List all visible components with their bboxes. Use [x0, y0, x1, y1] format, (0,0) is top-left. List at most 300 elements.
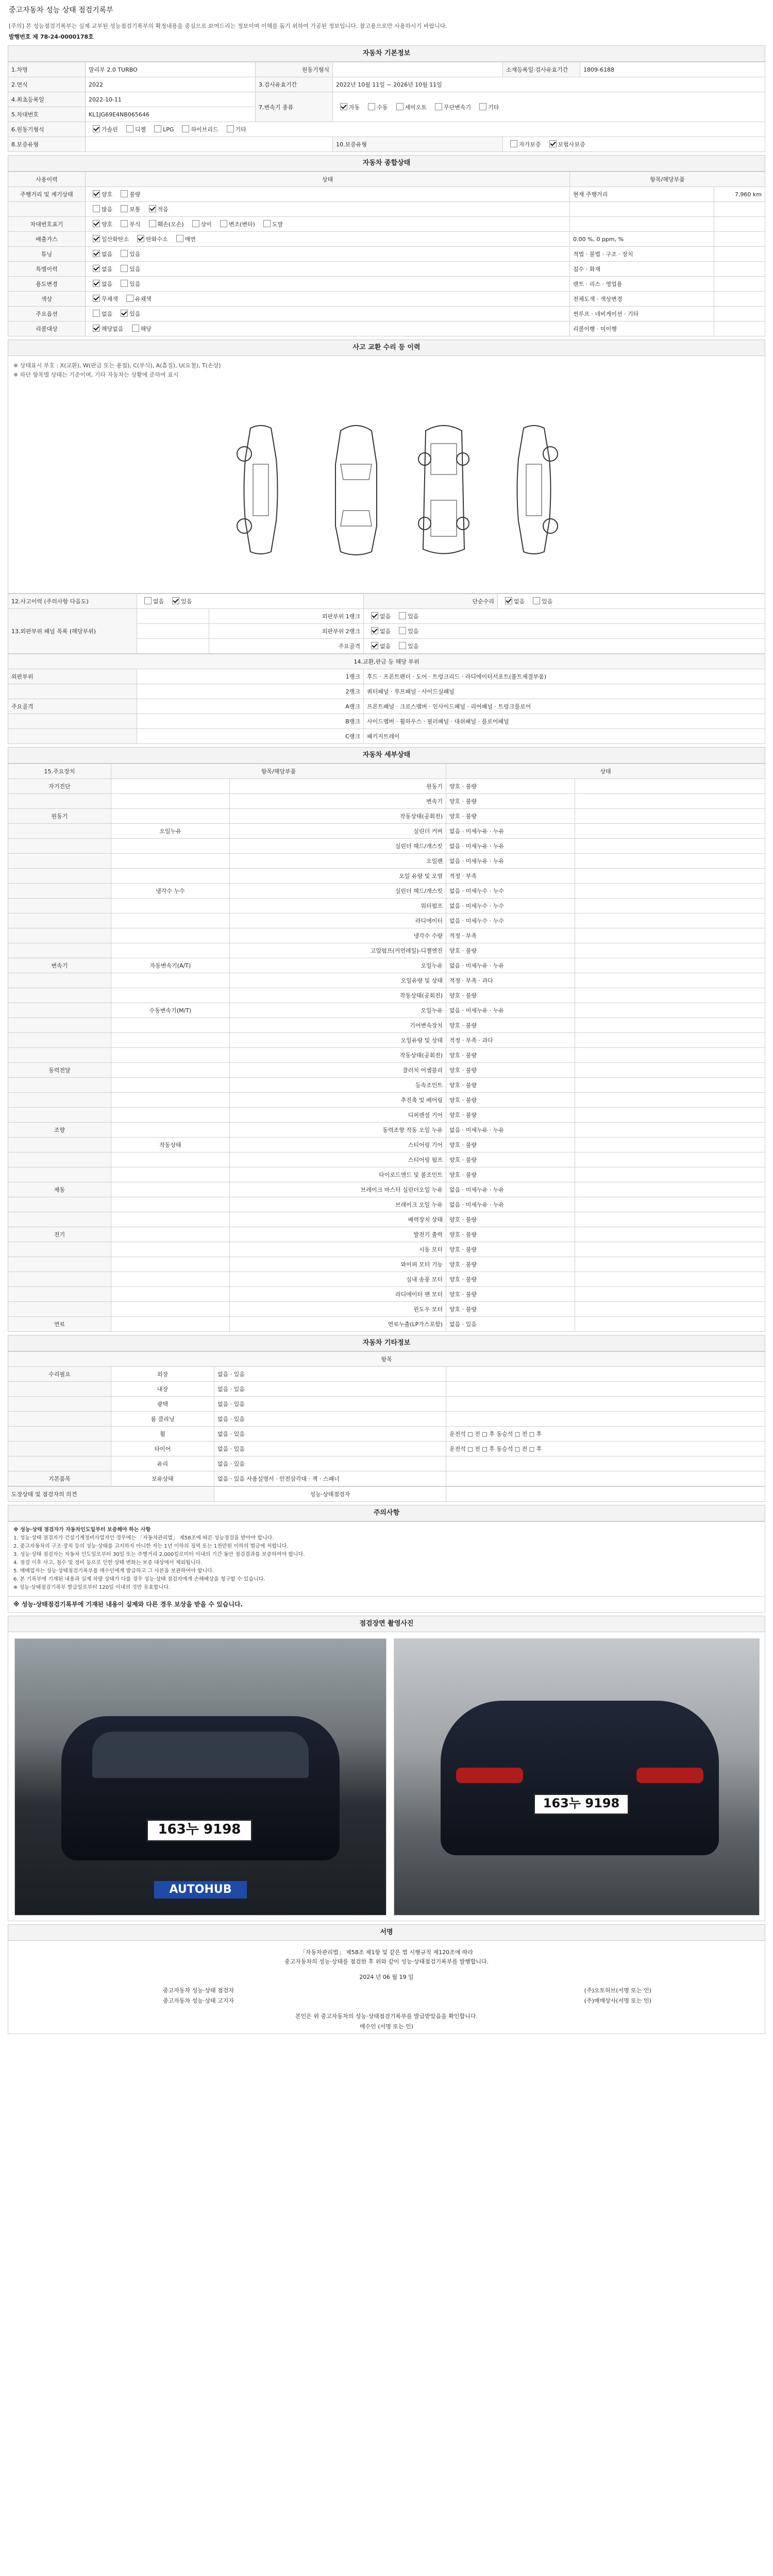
detail-extra [575, 899, 765, 913]
detail-state: 양호 · 불량 [446, 1302, 575, 1317]
detail-row [8, 1048, 765, 1063]
car-right-side-diagram [503, 423, 565, 557]
overall-row [8, 247, 765, 262]
transmission-option [364, 103, 388, 111]
fuel-option-label: 가솔린 [102, 126, 118, 133]
detail-subgroup [111, 1212, 230, 1227]
other-item: 룸 클리닝 [111, 1412, 214, 1427]
overall-state-checkbox[interactable] [93, 295, 100, 302]
detail-group [8, 1138, 111, 1153]
detail-item: 와이퍼 모터 기능 [230, 1257, 446, 1272]
other-row [8, 1367, 765, 1382]
detail-subgroup: 수동변속기(M/T) [111, 1003, 230, 1018]
detail-row [8, 1078, 765, 1093]
detail-row [8, 1317, 765, 1332]
overall-state-option-label: 양호 [102, 221, 113, 228]
fuel-checkbox[interactable] [154, 125, 161, 132]
detail-state: 양호 · 불량 [446, 1063, 575, 1078]
overall-state-checkbox[interactable] [137, 235, 144, 242]
overall-state-option [128, 325, 152, 333]
detail-state: 없음 · 미세누유 · 누유 [446, 854, 575, 869]
overall-value [714, 292, 765, 307]
overall-value [714, 307, 765, 321]
overall-state-option [259, 220, 283, 228]
detail-extra [575, 958, 765, 973]
transmission-checkbox[interactable] [396, 103, 404, 110]
document-page [8, 0, 765, 2034]
overall-state-checkbox[interactable] [93, 280, 100, 287]
overall-state-option [216, 220, 255, 228]
detail-subgroup [111, 1108, 230, 1123]
sign-area [8, 1941, 765, 2034]
detail-extra [575, 1078, 765, 1093]
detail-subgroup [111, 1182, 230, 1197]
rank-checkbox[interactable] [399, 612, 406, 619]
front-license-plate: 163누 9198 [146, 1819, 253, 1842]
notifier-name: (주)매매상사(서명 또는 인) [584, 1997, 651, 2004]
detail-item: 변속기 [230, 794, 446, 809]
frame-parts-table [8, 654, 765, 744]
accident-option-label: 없음 [153, 598, 164, 605]
rank-checkbox[interactable] [399, 642, 406, 649]
overall-item-label: 색상 [8, 292, 86, 307]
overall-note [570, 202, 714, 217]
other-extra [446, 1412, 765, 1427]
detail-subgroup [111, 943, 230, 958]
detail-group [8, 1197, 111, 1212]
detail-extra [575, 1138, 765, 1153]
photo-area [8, 1632, 765, 1921]
label-year: 2.연식 [8, 77, 86, 92]
fuel-checkbox[interactable] [227, 125, 234, 132]
detail-item: 등속조인트 [230, 1078, 446, 1093]
detail-subgroup [111, 794, 230, 809]
detail-row [8, 1287, 765, 1302]
overall-note: 전체도색 · 색상변경 [570, 292, 714, 307]
overall-state-checkbox[interactable] [149, 220, 156, 227]
detail-item: 워터펌프 [230, 899, 446, 913]
other-row [8, 1442, 765, 1456]
detail-state: 양호 · 불량 [446, 1093, 575, 1108]
transmission-checkbox[interactable] [368, 103, 375, 110]
detail-subgroup [111, 1272, 230, 1287]
value-vin: KL1JG69E4NB065646 [86, 107, 256, 122]
frame-group: 외판부위 [8, 669, 137, 684]
detail-group [8, 1242, 111, 1257]
label-transmission: 7.변속기 종류 [256, 92, 333, 122]
detail-extra [575, 1182, 765, 1197]
overall-state-checkbox[interactable] [121, 220, 128, 227]
other-header: 자동차 기타정보 [8, 1335, 765, 1351]
detail-extra [575, 1257, 765, 1272]
detail-extra [575, 1212, 765, 1227]
overall-state-option [89, 265, 112, 273]
detail-group: 변속기 [8, 958, 111, 973]
transmission-option [336, 103, 360, 111]
frame-rank: 2랭크 [137, 684, 364, 699]
notes-body [8, 1521, 765, 1597]
detail-row [8, 1018, 765, 1033]
detail-state: 없음 · 미세누유 · 누유 [446, 1003, 575, 1018]
value-engine-type [333, 62, 503, 77]
detail-extra [575, 794, 765, 809]
detail-group [8, 1302, 111, 1317]
overall-state-checkbox[interactable] [121, 190, 128, 197]
detail-extra [575, 1048, 765, 1063]
overall-state-checkbox[interactable] [220, 220, 227, 227]
overall-value [714, 217, 765, 232]
label-panel: 13.외판부위 패널 목록 (해당부위) [8, 609, 137, 654]
overall-state-option [89, 295, 118, 303]
detail-state: 양호 · 불량 [446, 779, 575, 794]
detail-extra [575, 1227, 765, 1242]
overall-state-option [89, 205, 112, 213]
frame-rank: B랭크 [137, 714, 364, 729]
col-state: 상태 [86, 172, 570, 187]
detail-state: 없음 · 미세누유 · 누유 [446, 824, 575, 839]
frame-group [8, 684, 137, 699]
detail-state: 양호 · 불량 [446, 1138, 575, 1153]
value-year: 2022 [86, 77, 256, 92]
value-warranty-type [86, 137, 333, 152]
detail-group [8, 1093, 111, 1108]
detail-extra [575, 854, 765, 869]
detail-item: 실내 송풍 모터 [230, 1272, 446, 1287]
rank-option [395, 642, 418, 650]
detail-state: 양호 · 불량 [446, 1108, 575, 1123]
overall-state-option [145, 220, 184, 228]
warranty-checkbox[interactable] [549, 140, 557, 147]
frame-row [8, 669, 765, 684]
transmission-checkbox[interactable] [435, 103, 442, 110]
detail-row [8, 839, 765, 854]
overall-state-option-label: 있음 [129, 251, 141, 258]
fuel-option [122, 125, 146, 133]
detail-state: 양호 · 불량 [446, 1048, 575, 1063]
overall-state-checkbox[interactable] [93, 310, 100, 317]
fuel-option [89, 125, 118, 133]
overall-state-checkbox[interactable] [121, 205, 128, 212]
overall-state-checkbox[interactable] [121, 280, 128, 287]
detail-subgroup [111, 779, 230, 794]
detail-row [8, 1227, 765, 1242]
rank-1-label: 외판부위 1랭크 [209, 609, 364, 624]
sign-line-1: 「자동차관리법」 제58조 제1항 및 같은 법 시행규칙 제120조에 따라 [299, 1949, 474, 1956]
overall-state-option-label: 적음 [157, 206, 169, 213]
overall-state-options [86, 307, 570, 321]
value-first-registration: 2022-10-11 [86, 92, 256, 107]
detail-group: 동력전달 [8, 1063, 111, 1078]
detail-extra [575, 973, 765, 988]
detail-state: 없음 · 미세누유 · 누유 [446, 1182, 575, 1197]
overall-state-checkbox[interactable] [121, 265, 128, 272]
col-other-item: 항목 [8, 1352, 765, 1367]
fuel-checkbox[interactable] [182, 125, 189, 132]
frame-row [8, 699, 765, 714]
other-extra [446, 1456, 765, 1471]
detail-state: 없음 · 미세누유 · 누유 [446, 958, 575, 973]
rank-checkbox[interactable] [371, 612, 378, 619]
detail-extra [575, 988, 765, 1003]
sign-date: 2024 년 06 월 19 일 [359, 1974, 414, 1980]
overall-state-checkbox[interactable] [126, 295, 133, 302]
notes-line: ※ 성능·상태 점검자가 자동차인도일부터 보증해야 하는 사항 [13, 1527, 151, 1533]
overall-row [8, 307, 765, 321]
overall-state-options [86, 217, 570, 232]
overall-state-checkbox[interactable] [149, 205, 156, 212]
detail-state: 양호 · 불량 [446, 1257, 575, 1272]
overall-note: 리콜이행 · 미이행 [570, 321, 714, 336]
frame-title: 14.교환,판금 등 해당 부위 [8, 654, 765, 669]
detail-extra [575, 869, 765, 884]
detail-item: 오일누유 [230, 958, 446, 973]
car-left-side-diagram [230, 423, 292, 557]
detail-subgroup [111, 869, 230, 884]
frame-group [8, 729, 137, 744]
detail-item: 실린더 커버 [230, 824, 446, 839]
overall-state-options [86, 321, 570, 336]
detail-item: 실린더 헤드/개스킷 [230, 884, 446, 899]
transmission-checkbox[interactable] [479, 103, 486, 110]
detail-row [8, 943, 765, 958]
overall-state-checkbox[interactable] [132, 325, 139, 332]
overall-state-option [116, 220, 140, 228]
other-state: 없음 · 있음 [214, 1367, 446, 1382]
overall-state-option-label: 없음 [102, 251, 113, 258]
detail-group [8, 1212, 111, 1227]
detail-subgroup [111, 913, 230, 928]
overall-state-checkbox[interactable] [263, 220, 271, 227]
overall-value: 7,960 km [714, 187, 765, 202]
detail-extra [575, 928, 765, 943]
detail-state: 양호 · 불량 [446, 1227, 575, 1242]
notes-header: 주의사항 [8, 1505, 765, 1521]
detail-item: 스티어링 펌프 [230, 1153, 446, 1167]
accident-option-label: 있음 [181, 598, 192, 605]
rank-option-label: 없음 [380, 643, 391, 650]
detail-subgroup [111, 1317, 230, 1332]
sign-header: 서명 [8, 1924, 765, 1941]
overall-value [714, 277, 765, 292]
other-state: 없음 · 있음 [214, 1382, 446, 1397]
value-inspection-period: 2022년 10월 11일 ~ 2026년 10월 11일 [333, 77, 765, 92]
detail-state: 양호 · 불량 [446, 1212, 575, 1227]
detail-state: 양호 · 불량 [446, 1242, 575, 1257]
detail-extra [575, 913, 765, 928]
notes-line: ※ 성능·상태점검기록부 발급일로부터 120일 이내의 것만 유효합니다. [13, 1585, 171, 1590]
other-row [8, 1456, 765, 1471]
damage-legend-note: ※ 하단 항목별 상태는 기준이며, 기타 자동차는 상황에 준하여 표시 [13, 371, 179, 378]
overall-item-label: 용도변경 [8, 277, 86, 292]
overall-item-label: 특별이력 [8, 262, 86, 277]
overall-state-option-label: 부식 [129, 221, 141, 228]
detail-row [8, 1242, 765, 1257]
detail-header: 자동차 세부상태 [8, 747, 765, 764]
fuel-checkbox[interactable] [126, 125, 133, 132]
label-first-registration: 4.최초등록일 [8, 92, 86, 107]
frame-group [8, 714, 137, 729]
rank-option-label: 없음 [380, 613, 391, 620]
transmission-option-label: 기타 [488, 104, 499, 111]
detail-item: 배력장치 상태 [230, 1212, 446, 1227]
fuel-option [178, 125, 218, 133]
detail-extra [575, 1018, 765, 1033]
overall-state-checkbox[interactable] [93, 250, 100, 257]
repair-option [501, 597, 525, 605]
value-registration: 1809-6188 [580, 62, 765, 77]
repair-option-label: 있음 [542, 598, 553, 605]
detail-item: 작동상태(공회전) [230, 809, 446, 824]
other-row [8, 1471, 765, 1486]
overall-state-checkbox[interactable] [176, 235, 183, 242]
overall-state-option [145, 205, 169, 213]
overall-state-checkbox[interactable] [121, 310, 128, 317]
front-windshield [92, 1732, 309, 1778]
overall-state-options [86, 292, 570, 307]
fuel-option-label: LPG [163, 126, 174, 133]
detail-extra [575, 1063, 765, 1078]
detail-item: 동력조향 작동 오일 누유 [230, 1123, 446, 1138]
overall-state-option-label: 많음 [102, 206, 113, 213]
other-group: 기본품목 [8, 1471, 111, 1486]
overall-state-option [188, 220, 212, 228]
col-usage: 사용이력 [8, 172, 86, 187]
accident-table [8, 594, 765, 654]
repair-checkbox[interactable] [505, 597, 512, 604]
notes-line: 5. 매매업자는 성능·상태점검기록부를 매수인에게 발급하고 그 사본을 보관하여야 합니다. [13, 1568, 214, 1574]
detail-state: 없음 · 미세누수 · 누수 [446, 913, 575, 928]
detail-row [8, 794, 765, 809]
overall-state-option-label: 보통 [129, 206, 141, 213]
label-opinion: 도장상태 및 점검자의 의견 [8, 1487, 214, 1502]
detail-group: 원동기 [8, 809, 111, 824]
rank-checkbox[interactable] [399, 627, 406, 634]
other-item: 유리 [111, 1456, 214, 1471]
rank-option [367, 642, 391, 650]
detail-state: 없음 · 있음 [446, 1317, 575, 1332]
detail-extra [575, 1242, 765, 1257]
fuel-checkbox[interactable] [93, 125, 100, 132]
other-table [8, 1351, 765, 1486]
detail-state: 없음 · 미세누수 · 누수 [446, 899, 575, 913]
detail-row [8, 899, 765, 913]
rank-option-label: 있음 [408, 643, 419, 650]
notes-line: 6. 본 기록부에 기재된 내용과 실제 차량 상태가 다를 경우 성능·상태 점검자에게 손해배상을 청구할 수 있습니다. [13, 1577, 265, 1582]
front-photo [14, 1638, 386, 1916]
frame-rank: C랭크 [137, 729, 364, 744]
rear-left-tail-light [456, 1768, 523, 1783]
other-extra [446, 1397, 765, 1412]
overall-state-option [89, 310, 112, 318]
overall-item-label: 주요옵션 [8, 307, 86, 321]
overall-state-checkbox[interactable] [93, 190, 100, 197]
rank-checkbox[interactable] [371, 627, 378, 634]
col-main-device: 15.주요장치 [8, 764, 111, 779]
detail-extra [575, 1302, 765, 1317]
overall-row [8, 202, 765, 217]
warranty-checkbox[interactable] [510, 140, 517, 147]
detail-subgroup [111, 1033, 230, 1048]
other-extra [446, 1367, 765, 1382]
other-item: 광택 [111, 1397, 214, 1412]
detail-row [8, 973, 765, 988]
rank-option [395, 627, 418, 635]
detail-group [8, 1167, 111, 1182]
detail-extra [575, 1033, 765, 1048]
detail-subgroup [111, 809, 230, 824]
overall-state-option-label: 있음 [129, 266, 141, 273]
overall-state-checkbox[interactable] [93, 220, 100, 227]
label-inspection-period: 3.검사유효기간 [256, 77, 333, 92]
overall-state-checkbox[interactable] [93, 325, 100, 332]
accident-checkbox[interactable] [172, 597, 179, 604]
detail-subgroup [111, 1123, 230, 1138]
label-registration: 소재등록일·검사유효기간 [503, 62, 580, 77]
overall-row [8, 277, 765, 292]
photos-header: 점검장면 촬영사진 [8, 1616, 765, 1632]
rank-checkbox[interactable] [371, 642, 378, 649]
overall-state-checkbox[interactable] [93, 205, 100, 212]
rank-option [367, 627, 391, 635]
detail-row [8, 1003, 765, 1018]
overall-state-checkbox[interactable] [93, 235, 100, 242]
detail-state: 적정 · 부족 [446, 869, 575, 884]
repair-checkbox[interactable] [533, 597, 540, 604]
other-extra: 운전석 □ 전 □ 후 동승석 □ 전 □ 후 [446, 1442, 765, 1456]
detail-extra [575, 943, 765, 958]
accident-checkbox[interactable] [144, 597, 152, 604]
fuel-option [150, 125, 174, 133]
detail-extra [575, 1108, 765, 1123]
frame-row [8, 729, 765, 744]
detail-group: 연료 [8, 1317, 111, 1332]
rear-right-tail-light [636, 1768, 703, 1783]
detail-group [8, 839, 111, 854]
notifier-label: 중고자동차 성능·상태 고지자 [163, 1997, 234, 2004]
warranty-option [506, 140, 541, 148]
frame-parts: 쿼터패널 · 루프패널 · 사이드실패널 [364, 684, 765, 699]
detail-state: 적정 · 부족 · 과다 [446, 1033, 575, 1048]
notice-text: [주의] 본 성능점검기록부는 실제 교부된 성능점검기록부의 확정내용을 중심으로 보여드리는 정보이며 이해를 돕기 위하여 가공된 정보입니다. 참고용으로만 사용하시기 바랍니다. [9, 23, 447, 29]
overall-state-option [122, 295, 152, 303]
overall-item-label: 차대번호표기 [8, 217, 86, 232]
detail-extra [575, 839, 765, 854]
other-group [8, 1427, 111, 1442]
rank-1-options [364, 609, 765, 624]
overall-row [8, 262, 765, 277]
overall-state-checkbox[interactable] [192, 220, 199, 227]
detail-state: 양호 · 불량 [446, 809, 575, 824]
detail-item: 라디에이터 팬 모터 [230, 1287, 446, 1302]
detail-item: 오일유량 및 상태 [230, 1033, 446, 1048]
basic-info-header: 자동차 기본정보 [8, 45, 765, 62]
rank-option-label: 있음 [408, 628, 419, 635]
other-state: 없음 · 있음 사용설명서 · 안전삼각대 · 잭 · 스패너 [214, 1471, 446, 1486]
transmission-checkbox[interactable] [340, 103, 347, 110]
overall-value [714, 247, 765, 262]
detail-extra [575, 824, 765, 839]
overall-item-label: 주행거리 및 계기상태 [8, 187, 86, 202]
detail-subgroup: 자동변속기(A/T) [111, 958, 230, 973]
detail-group [8, 988, 111, 1003]
frame-rank: 1랭크 [137, 669, 364, 684]
detail-item: 클러치 어셈블리 [230, 1063, 446, 1078]
label-accident: 12.사고이력 (주의사항 다음도) [8, 594, 137, 609]
overall-state-checkbox[interactable] [121, 250, 128, 257]
detail-row [8, 1123, 765, 1138]
overall-state-checkbox[interactable] [93, 265, 100, 272]
overall-item-label: 리콜대상 [8, 321, 86, 336]
